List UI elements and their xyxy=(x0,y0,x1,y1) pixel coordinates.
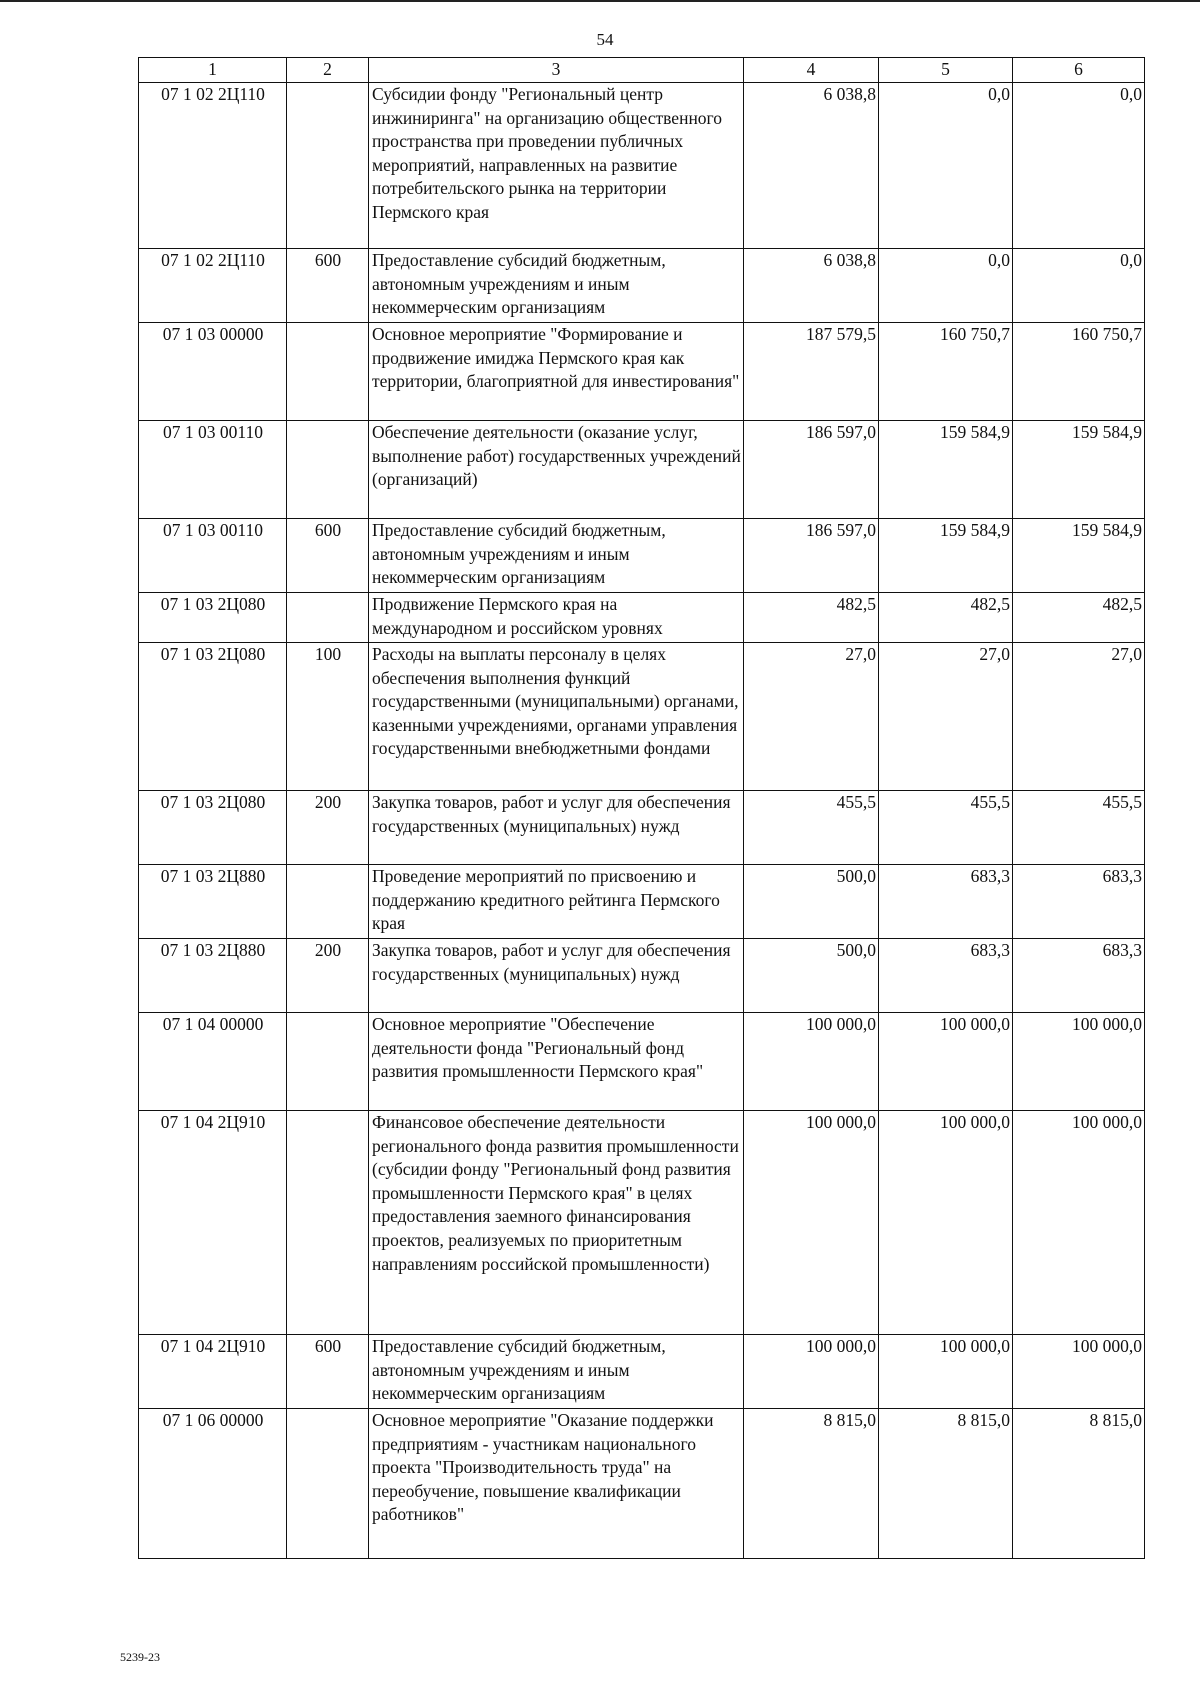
table-row xyxy=(139,421,1145,519)
row-value-col5: 100 000,0 xyxy=(879,1111,1013,1335)
row-expense-type: 100 xyxy=(287,643,369,791)
row-value-col4: 27,0 xyxy=(744,643,879,791)
row-expense-type xyxy=(287,1111,369,1335)
row-name: Основное мероприятие "Оказание поддержки предприятиям - участникам национального проекта "Производительность труда" на переобучение, повышение квалификации работников" xyxy=(369,1409,744,1559)
row-value-col6: 159 584,9 xyxy=(1013,519,1145,593)
table-row xyxy=(139,1013,1145,1111)
table-row xyxy=(139,83,1145,249)
row-value-col6: 683,3 xyxy=(1013,939,1145,1013)
row-name: Финансовое обеспечение деятельности регионального фонда развития промышленности (субсидии фонду "Региональный фонд развития промышленности Пермского края" в целях предоставления заемного финансирования проектов, реализуемых по приоритетным направлениям российской промышленности) xyxy=(369,1111,744,1335)
row-name: Предоставление субсидий бюджетным, автономным учреждениям и иным некоммерческим организациям xyxy=(369,249,744,323)
row-value-col4: 6 038,8 xyxy=(744,249,879,323)
table-row xyxy=(139,1335,1145,1409)
table-row xyxy=(139,1111,1145,1335)
row-value-col4: 482,5 xyxy=(744,593,879,643)
row-code: 07 1 03 2Ц080 xyxy=(139,593,287,643)
row-name: Закупка товаров, работ и услуг для обеспечения государственных (муниципальных) нужд xyxy=(369,791,744,865)
column-header-2: 2 xyxy=(287,58,369,83)
row-value-col5: 683,3 xyxy=(879,939,1013,1013)
row-value-col5: 482,5 xyxy=(879,593,1013,643)
row-name: Предоставление субсидий бюджетным, автономным учреждениям и иным некоммерческим организациям xyxy=(369,1335,744,1409)
row-name: Продвижение Пермского края на международном и российском уровнях xyxy=(369,593,744,643)
row-name: Предоставление субсидий бюджетным, автономным учреждениям и иным некоммерческим организациям xyxy=(369,519,744,593)
table-row xyxy=(139,249,1145,323)
row-code: 07 1 04 00000 xyxy=(139,1013,287,1111)
row-value-col6: 8 815,0 xyxy=(1013,1409,1145,1559)
row-value-col4: 187 579,5 xyxy=(744,323,879,421)
row-expense-type: 600 xyxy=(287,249,369,323)
row-name: Расходы на выплаты персоналу в целях обеспечения выполнения функций государственными (муниципальными) органами, казенными учреждениями, органами управления государственными внебюджетными фондами xyxy=(369,643,744,791)
row-code: 07 1 03 2Ц080 xyxy=(139,643,287,791)
row-code: 07 1 03 00110 xyxy=(139,421,287,519)
row-name: Обеспечение деятельности (оказание услуг, выполнение работ) государственных учреждений (организаций) xyxy=(369,421,744,519)
row-value-col6: 27,0 xyxy=(1013,643,1145,791)
row-value-col5: 27,0 xyxy=(879,643,1013,791)
row-code: 07 1 03 00000 xyxy=(139,323,287,421)
row-expense-type xyxy=(287,593,369,643)
row-code: 07 1 03 2Ц880 xyxy=(139,865,287,939)
row-expense-type xyxy=(287,83,369,249)
row-value-col5: 455,5 xyxy=(879,791,1013,865)
row-value-col6: 100 000,0 xyxy=(1013,1335,1145,1409)
row-name: Основное мероприятие "Обеспечение деятельности фонда "Региональный фонд развития промышленности Пермского края" xyxy=(369,1013,744,1111)
table-row xyxy=(139,791,1145,865)
row-expense-type: 600 xyxy=(287,1335,369,1409)
table-row xyxy=(139,865,1145,939)
budget-table xyxy=(138,57,1145,1559)
table-row xyxy=(139,939,1145,1013)
row-value-col5: 0,0 xyxy=(879,83,1013,249)
page-number: 54 xyxy=(596,30,614,49)
table-row xyxy=(139,643,1145,791)
row-value-col4: 8 815,0 xyxy=(744,1409,879,1559)
row-value-col5: 0,0 xyxy=(879,249,1013,323)
row-code: 07 1 03 00110 xyxy=(139,519,287,593)
table-row xyxy=(139,519,1145,593)
row-expense-type xyxy=(287,323,369,421)
row-code: 07 1 02 2Ц110 xyxy=(139,249,287,323)
row-code: 07 1 03 2Ц080 xyxy=(139,791,287,865)
document-code: 5239-23 xyxy=(120,1650,160,1664)
row-value-col6: 160 750,7 xyxy=(1013,323,1145,421)
row-expense-type xyxy=(287,1409,369,1559)
row-code: 07 1 02 2Ц110 xyxy=(139,83,287,249)
column-header-1: 1 xyxy=(139,58,287,83)
row-value-col6: 0,0 xyxy=(1013,83,1145,249)
row-value-col5: 159 584,9 xyxy=(879,421,1013,519)
row-value-col5: 8 815,0 xyxy=(879,1409,1013,1559)
row-code: 07 1 03 2Ц880 xyxy=(139,939,287,1013)
row-value-col6: 100 000,0 xyxy=(1013,1111,1145,1335)
row-value-col6: 100 000,0 xyxy=(1013,1013,1145,1111)
row-value-col4: 100 000,0 xyxy=(744,1013,879,1111)
row-value-col6: 683,3 xyxy=(1013,865,1145,939)
row-value-col4: 186 597,0 xyxy=(744,421,879,519)
table-row xyxy=(139,593,1145,643)
column-header-4: 4 xyxy=(744,58,879,83)
row-name: Основное мероприятие "Формирование и продвижение имиджа Пермского края как территории, благоприятной для инвестирования" xyxy=(369,323,744,421)
row-value-col5: 100 000,0 xyxy=(879,1013,1013,1111)
row-value-col4: 6 038,8 xyxy=(744,83,879,249)
row-value-col4: 455,5 xyxy=(744,791,879,865)
row-value-col4: 100 000,0 xyxy=(744,1111,879,1335)
row-value-col5: 683,3 xyxy=(879,865,1013,939)
row-expense-type xyxy=(287,1013,369,1111)
row-code: 07 1 06 00000 xyxy=(139,1409,287,1559)
row-value-col5: 100 000,0 xyxy=(879,1335,1013,1409)
row-value-col6: 159 584,9 xyxy=(1013,421,1145,519)
column-header-5: 5 xyxy=(879,58,1013,83)
row-expense-type xyxy=(287,421,369,519)
row-value-col4: 100 000,0 xyxy=(744,1335,879,1409)
table-row xyxy=(139,1409,1145,1559)
row-code: 07 1 04 2Ц910 xyxy=(139,1111,287,1335)
row-code: 07 1 04 2Ц910 xyxy=(139,1335,287,1409)
row-name: Субсидии фонду "Региональный центр инжиниринга" на организацию общественного пространства при проведении публичных мероприятий, направленных на развитие потребительского рынка на территории Пермского края xyxy=(369,83,744,249)
column-header-3: 3 xyxy=(369,58,744,83)
table-header-row xyxy=(139,58,1145,83)
row-expense-type: 600 xyxy=(287,519,369,593)
row-value-col4: 500,0 xyxy=(744,939,879,1013)
row-name: Закупка товаров, работ и услуг для обеспечения государственных (муниципальных) нужд xyxy=(369,939,744,1013)
column-header-6: 6 xyxy=(1013,58,1145,83)
table-row xyxy=(139,323,1145,421)
row-value-col4: 186 597,0 xyxy=(744,519,879,593)
page-top-edge xyxy=(0,0,1200,2)
row-expense-type: 200 xyxy=(287,791,369,865)
row-value-col6: 455,5 xyxy=(1013,791,1145,865)
row-value-col5: 160 750,7 xyxy=(879,323,1013,421)
row-name: Проведение мероприятий по присвоению и поддержанию кредитного рейтинга Пермского края xyxy=(369,865,744,939)
row-expense-type xyxy=(287,865,369,939)
row-value-col6: 482,5 xyxy=(1013,593,1145,643)
row-value-col5: 159 584,9 xyxy=(879,519,1013,593)
row-expense-type: 200 xyxy=(287,939,369,1013)
row-value-col6: 0,0 xyxy=(1013,249,1145,323)
row-value-col4: 500,0 xyxy=(744,865,879,939)
